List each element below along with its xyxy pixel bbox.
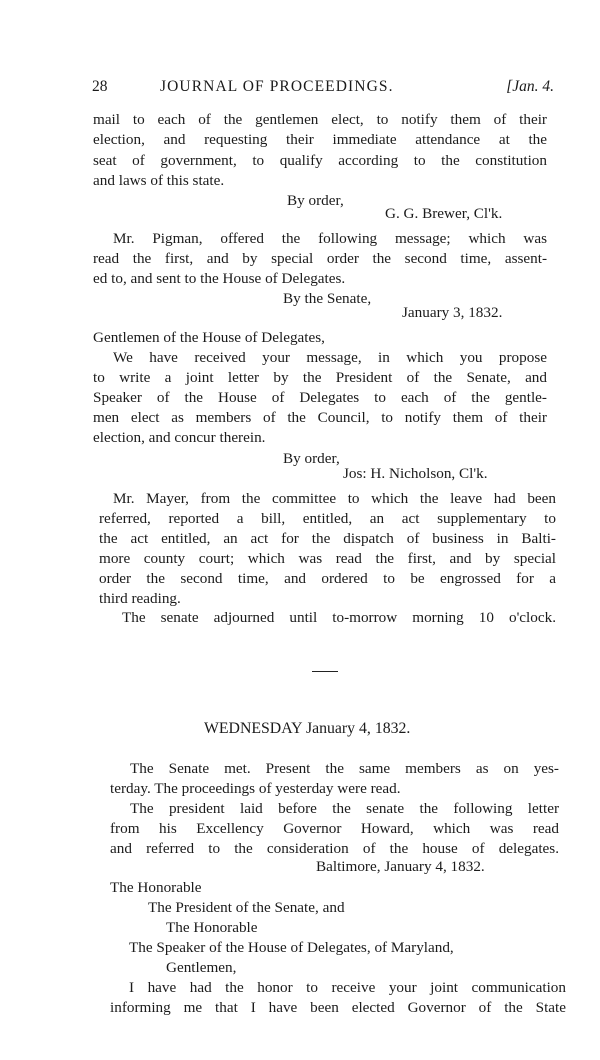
salutation: Gentlemen, [166,959,237,976]
text-line: and referred to the consideration of the house of delegates. [110,840,559,857]
text-line: and laws of this state. [93,172,225,189]
signature-name: Jos: H. Nicholson, Cl'k. [343,465,488,482]
address-line: The President of the Senate, and [148,899,345,916]
text-line: the act entitled, an act for the dispatch of business in Balti- [99,530,556,547]
text-line: election, and concur therein. [93,429,266,446]
signature-intro: By order, [287,192,344,209]
text-line: The senate adjourned until to-morrow morning 10 o'clock. [122,609,556,626]
page-number: 28 [92,78,108,95]
text-line: mail to each of the gentlemen elect, to notify them of their [93,111,547,128]
signature-name: G. G. Brewer, Cl'k. [385,205,503,222]
dateline: January 3, 1832. [402,304,503,321]
address-line: The Honorable [110,879,202,896]
text-line: third reading. [99,590,181,607]
text-line: more county court; which was read the first, and by special [99,550,556,567]
text-line: Mr. Pigman, offered the following message; which was [113,230,547,247]
text-line: referred, reported a bill, entitled, an act supplementary to [99,510,556,527]
text-line: seat of government, to qualify according to the constitution [93,152,547,169]
signature-intro: By the Senate, [283,290,372,307]
address-line: The Speaker of the House of Delegates, of Maryland, [129,939,454,956]
salutation: Gentlemen of the House of Delegates, [93,329,325,346]
signature-intro: By order, [283,450,340,467]
text-line: The president laid before the senate the following letter [130,800,559,817]
section-divider [312,671,338,672]
text-line: men elect as members of the Council, to notify them of their [93,409,547,426]
section-heading: WEDNESDAY January 4, 1832. [204,720,411,737]
text-line: to write a joint letter by the President of the Senate, and [93,369,547,386]
text-line: The Senate met. Present the same members as on yes- [130,760,559,777]
text-line: ed to, and sent to the House of Delegates. [93,270,346,287]
text-line: order the second time, and ordered to be engrossed for a [99,570,556,587]
address-line: The Honorable [166,919,258,936]
text-line: Speaker of the House of Delegates to each of the gentle- [93,389,547,406]
text-line: informing me that I have been elected Governor of the State [110,999,566,1016]
running-header [92,78,562,100]
text-line: election, and requesting their immediate attendance at the [93,131,547,148]
text-line: We have received your message, in which you propose [113,349,547,366]
text-line: from his Excellency Governor Howard, which was read [110,820,559,837]
dateline: Baltimore, January 4, 1832. [316,858,485,875]
text-line: terday. The proceedings of yesterday were read. [110,780,401,797]
running-date: [Jan. 4. [506,78,554,95]
text-line: read the first, and by special order the second time, assent- [93,250,547,267]
text-line: Mr. Mayer, from the committee to which the leave had been [113,490,556,507]
text-line: I have had the honor to receive your joint communication [129,979,566,996]
journal-title: JOURNAL OF PROCEEDINGS. [160,78,394,95]
